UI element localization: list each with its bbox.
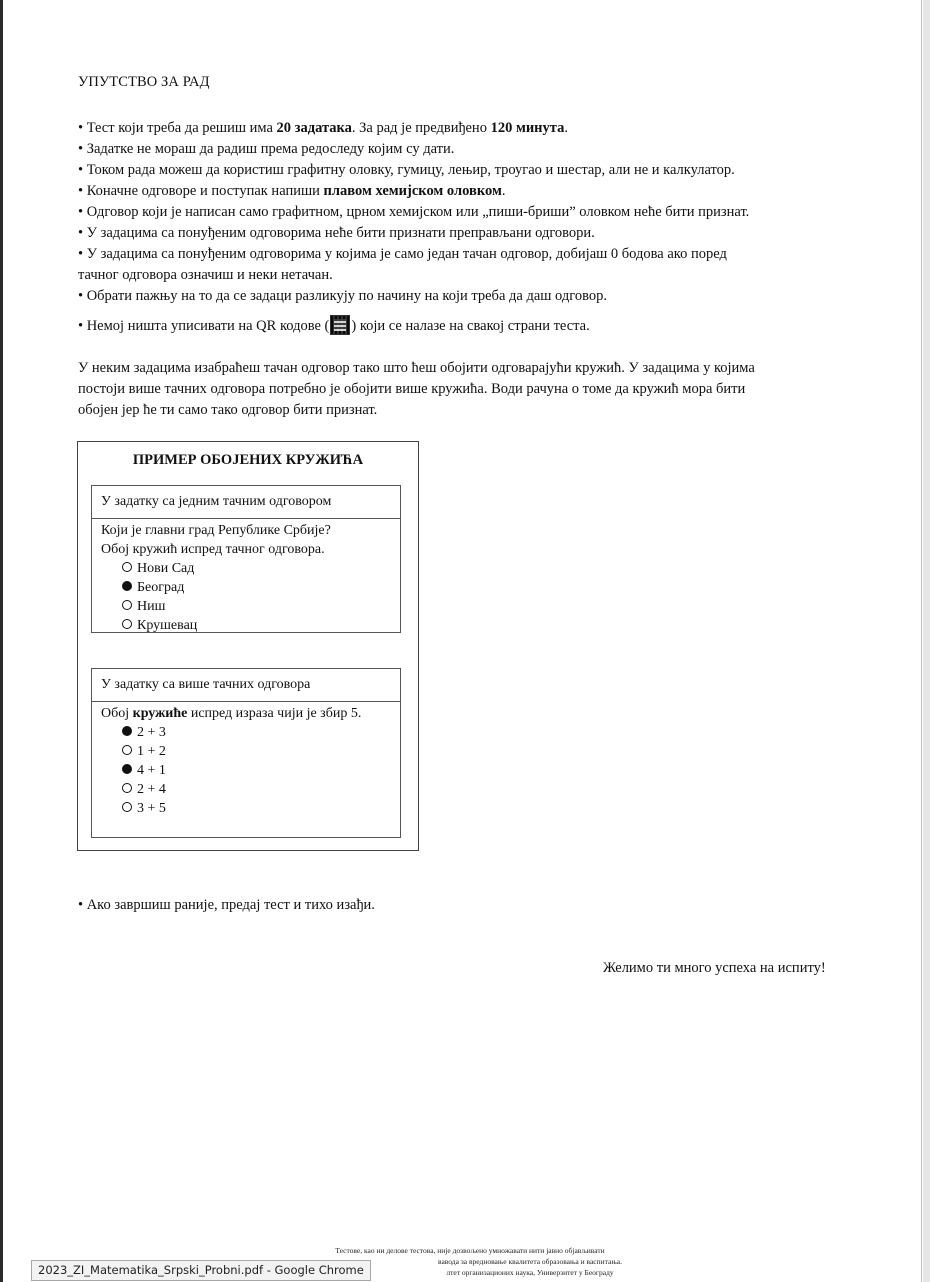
single-answer-header: У задатку са једним тачним одговором bbox=[92, 486, 400, 519]
instruction-line: Обој кружић испред тачног одговора. bbox=[101, 542, 325, 557]
instruction-line: Обој кружиће испред израза чији је збир 5. bbox=[101, 706, 362, 721]
bullet-tools: • Током рада можеш да користиш графитну оловку, гумицу, лењир, троугао и шестар, али не и калкулатор. bbox=[78, 162, 735, 178]
empty-circle-icon bbox=[122, 619, 132, 629]
answer-option-label: 2 + 3 bbox=[137, 725, 166, 740]
bullet-corrections: • У задацима са понуђеним одговорима неће бити признати преправљани одговори. bbox=[78, 225, 595, 241]
paragraph-line: обојен јер ће ти само тако одговор бити признат. bbox=[78, 402, 378, 418]
bullet-blue-pen: • Коначне одговоре и поступак напиши плавом хемијском оловком. bbox=[78, 183, 506, 199]
filled-circle-icon bbox=[122, 764, 132, 774]
footer-line: Тестове, као ни делове тестова, није дозвољено умножавати нити јавно објављивати bbox=[335, 1246, 605, 1255]
question-line: Који је главни град Републике Србије? bbox=[101, 523, 331, 538]
answer-option-label: 1 + 2 bbox=[137, 744, 166, 759]
qr-code-icon bbox=[330, 315, 350, 335]
bullet-qr-codes: • Немој ништа уписивати на QR кодове ( ) који се налазе на свакој страни теста. bbox=[78, 315, 868, 336]
empty-circle-icon bbox=[122, 600, 132, 610]
answer-option bbox=[122, 799, 400, 818]
leave-instruction: • Ако завршиш раније, предај тест и тихо изађи. bbox=[78, 897, 375, 913]
answer-option-label: Крушевац bbox=[137, 618, 198, 633]
instructions-list bbox=[78, 118, 868, 336]
empty-circle-icon bbox=[122, 783, 132, 793]
filled-circle-icon bbox=[122, 726, 132, 736]
answer-option bbox=[122, 597, 400, 616]
answer-option-label: 3 + 5 bbox=[137, 801, 166, 816]
bullet-pencil-not-accepted: • Одговор који је написан само графитном, црном хемијском или „пиши-бриши” оловком неће бити признат. bbox=[78, 204, 750, 220]
footer-line: лтет организационих наука, Универзитет у Београду bbox=[446, 1268, 614, 1277]
multi-answer-header: У задатку са више тачних одговора bbox=[92, 669, 400, 702]
bullet-single-answer: • У задацима са понуђеним одговорима у којима је само један тачан одговор, добијаш 0 бодова ако поред bbox=[78, 246, 727, 262]
bullet-answer-types: • Обрати пажњу на то да се задаци разликују по начину на који треба да даш одговор. bbox=[78, 288, 607, 304]
multi-options bbox=[101, 723, 400, 818]
footer-line: вавода за вредновање квалитета образовања и васпитања. bbox=[438, 1257, 622, 1266]
good-luck-text: Желимо ти много успеха на испиту! bbox=[603, 960, 826, 976]
instructions-heading: УПУТСТВО ЗА РАД bbox=[78, 74, 210, 90]
empty-circle-icon bbox=[122, 745, 132, 755]
multi-answer-example bbox=[91, 668, 401, 838]
bullet-tasks-time: • Тест који треба да решиш има 20 задатака. За рад је предвиђено 120 минута. bbox=[78, 120, 568, 136]
empty-circle-icon bbox=[122, 802, 132, 812]
answer-option-label: Београд bbox=[137, 580, 185, 595]
bullet-order: • Задатке не мораш да радиш према редоследу којим су дати. bbox=[78, 141, 455, 157]
answer-option-label: 2 + 4 bbox=[137, 782, 166, 797]
single-options bbox=[101, 559, 400, 635]
browser-status-tooltip: 2023_ZI_Matematika_Srpski_Probni.pdf - Google Chrome bbox=[31, 1260, 371, 1281]
answer-option bbox=[122, 742, 400, 761]
paragraph-line: постоји више тачних одговора потребно је обојити више кружића. Води рачуна о томе да кружић мора бити bbox=[78, 381, 746, 397]
page-right-border bbox=[921, 0, 922, 1282]
example-title: ПРИМЕР ОБОЈЕНИХ КРУЖИЋА bbox=[132, 452, 364, 468]
bullet-single-answer-cont: тачног одговора означиш и неки нетачан. bbox=[78, 267, 333, 283]
answer-option bbox=[122, 559, 400, 578]
empty-circle-icon bbox=[122, 562, 132, 572]
answer-option bbox=[122, 780, 400, 799]
answer-option-label: Нови Сад bbox=[137, 561, 195, 576]
answer-option bbox=[122, 723, 400, 742]
example-box bbox=[77, 441, 419, 851]
answer-option-label: 4 + 1 bbox=[137, 763, 166, 778]
viewer-scroll-gutter[interactable] bbox=[923, 0, 930, 1282]
paragraph-line: У неким задацима изабраћеш тачан одговор тако што ћеш обојити одговарајући кружић. У задацима у којима bbox=[78, 360, 755, 376]
answer-option bbox=[122, 761, 400, 780]
answer-option-label: Ниш bbox=[137, 599, 166, 614]
answer-option bbox=[122, 578, 400, 597]
circles-paragraph bbox=[78, 358, 868, 421]
answer-option bbox=[122, 616, 400, 635]
single-answer-example bbox=[91, 485, 401, 633]
filled-circle-icon bbox=[122, 581, 132, 591]
window-left-border bbox=[0, 0, 3, 1282]
